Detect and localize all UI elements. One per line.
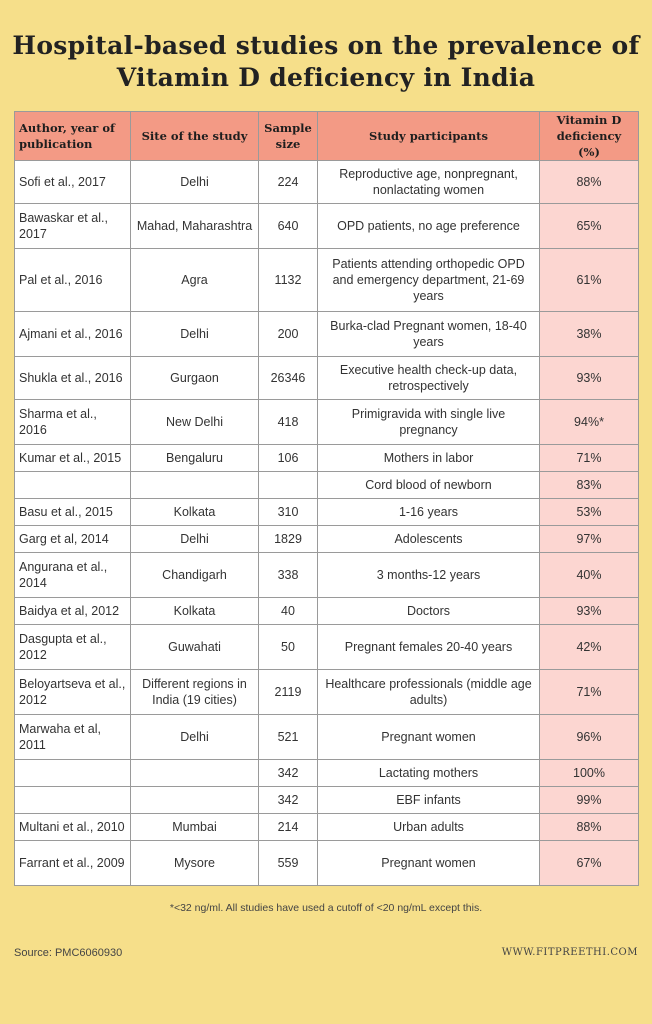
- table-row: [15, 472, 639, 499]
- cell-site: Chandigarh: [131, 553, 259, 598]
- cell-deficiency: 83%: [540, 472, 639, 499]
- cell-site: Guwahati: [131, 625, 259, 670]
- cell-author: Basu et al., 2015: [15, 499, 131, 526]
- table-row: [15, 715, 639, 760]
- table-row: [15, 526, 639, 553]
- cell-sample: 50: [259, 625, 318, 670]
- cell-author: Ajmani et al., 2016: [15, 312, 131, 357]
- cell-sample: 521: [259, 715, 318, 760]
- table-row: [15, 841, 639, 886]
- cell-site: Agra: [131, 249, 259, 312]
- cell-participants: Pregnant women: [318, 841, 540, 886]
- cell-author: Garg et al, 2014: [15, 526, 131, 553]
- cell-site: Mahad, Maharashtra: [131, 204, 259, 249]
- cell-site: New Delhi: [131, 400, 259, 445]
- page-title: [0, 30, 652, 94]
- cell-participants: Reproductive age, nonpregnant, nonlactating women: [318, 161, 540, 204]
- cell-participants: Doctors: [318, 598, 540, 625]
- cell-participants: Healthcare professionals (middle age adults): [318, 670, 540, 715]
- cell-site: [131, 760, 259, 787]
- table-row: [15, 400, 639, 445]
- cell-participants: Pregnant females 20-40 years: [318, 625, 540, 670]
- table-row: [15, 787, 639, 814]
- cell-sample: 1132: [259, 249, 318, 312]
- cell-author: Bawaskar et al., 2017: [15, 204, 131, 249]
- cell-participants: Pregnant women: [318, 715, 540, 760]
- cell-deficiency: 40%: [540, 553, 639, 598]
- header-sample: Sample size: [259, 112, 318, 161]
- cell-deficiency: 67%: [540, 841, 639, 886]
- cell-site: Delhi: [131, 715, 259, 760]
- cell-author: Multani et al., 2010: [15, 814, 131, 841]
- table-row: [15, 814, 639, 841]
- title-line-2: Vitamin D deficiency in India: [116, 63, 536, 92]
- cell-site: [131, 787, 259, 814]
- cell-deficiency: 94%*: [540, 400, 639, 445]
- table-row: [15, 670, 639, 715]
- table-row: [15, 553, 639, 598]
- cell-deficiency: 93%: [540, 598, 639, 625]
- header-site: Site of the study: [131, 112, 259, 161]
- cell-deficiency: 88%: [540, 161, 639, 204]
- cell-participants: 3 months-12 years: [318, 553, 540, 598]
- cell-deficiency: 100%: [540, 760, 639, 787]
- cell-site: Gurgaon: [131, 357, 259, 400]
- cell-site: Kolkata: [131, 499, 259, 526]
- cell-deficiency: 61%: [540, 249, 639, 312]
- cell-author: Farrant et al., 2009: [15, 841, 131, 886]
- cell-deficiency: 99%: [540, 787, 639, 814]
- header-deficiency: Vitamin D deficiency (%): [540, 112, 639, 161]
- cell-site: Kolkata: [131, 598, 259, 625]
- cell-sample: 26346: [259, 357, 318, 400]
- cell-author: Pal et al., 2016: [15, 249, 131, 312]
- cell-site: Mysore: [131, 841, 259, 886]
- cell-deficiency: 88%: [540, 814, 639, 841]
- cell-sample: [259, 472, 318, 499]
- cell-participants: Patients attending orthopedic OPD and emergency department, 21-69 years: [318, 249, 540, 312]
- cell-author: Dasgupta et al., 2012: [15, 625, 131, 670]
- cell-sample: 640: [259, 204, 318, 249]
- cell-author: Sharma et al., 2016: [15, 400, 131, 445]
- cell-author: Angurana et al., 2014: [15, 553, 131, 598]
- cell-sample: 338: [259, 553, 318, 598]
- cell-participants: Lactating mothers: [318, 760, 540, 787]
- cell-deficiency: 96%: [540, 715, 639, 760]
- cell-deficiency: 97%: [540, 526, 639, 553]
- cell-deficiency: 71%: [540, 670, 639, 715]
- table-row: [15, 625, 639, 670]
- table-body: [15, 161, 639, 886]
- table-header-row: [15, 112, 639, 161]
- header-participants: Study participants: [318, 112, 540, 161]
- table-row: [15, 499, 639, 526]
- cell-participants: Burka-clad Pregnant women, 18-40 years: [318, 312, 540, 357]
- source-citation: Source: PMC6060930: [14, 947, 123, 959]
- cell-author: Beloyartseva et al., 2012: [15, 670, 131, 715]
- cell-deficiency: 93%: [540, 357, 639, 400]
- cell-author: Marwaha et al, 2011: [15, 715, 131, 760]
- table-row: [15, 445, 639, 472]
- footnote: *<32 ng/ml. All studies have used a cutoff of <20 ng/mL except this.: [169, 902, 483, 914]
- cell-author: [15, 472, 131, 499]
- cell-author: Shukla et al., 2016: [15, 357, 131, 400]
- table-row: [15, 249, 639, 312]
- cell-participants: 1-16 years: [318, 499, 540, 526]
- cell-site: Delhi: [131, 161, 259, 204]
- table-row: [15, 357, 639, 400]
- table-row: [15, 312, 639, 357]
- cell-author: [15, 760, 131, 787]
- table-row: [15, 161, 639, 204]
- cell-author: [15, 787, 131, 814]
- cell-participants: Mothers in labor: [318, 445, 540, 472]
- table-row: [15, 760, 639, 787]
- cell-participants: Executive health check-up data, retrospectively: [318, 357, 540, 400]
- studies-table: [14, 111, 639, 886]
- cell-participants: Urban adults: [318, 814, 540, 841]
- cell-deficiency: 38%: [540, 312, 639, 357]
- cell-sample: 310: [259, 499, 318, 526]
- cell-participants: EBF infants: [318, 787, 540, 814]
- cell-deficiency: 65%: [540, 204, 639, 249]
- cell-sample: 418: [259, 400, 318, 445]
- cell-deficiency: 42%: [540, 625, 639, 670]
- cell-deficiency: 71%: [540, 445, 639, 472]
- cell-site: Bengaluru: [131, 445, 259, 472]
- cell-participants: Adolescents: [318, 526, 540, 553]
- title-line-1: Hospital-based studies on the prevalence of: [12, 31, 640, 60]
- cell-participants: Cord blood of newborn: [318, 472, 540, 499]
- cell-sample: 559: [259, 841, 318, 886]
- cell-deficiency: 53%: [540, 499, 639, 526]
- cell-author: Baidya et al, 2012: [15, 598, 131, 625]
- cell-sample: 224: [259, 161, 318, 204]
- cell-site: Mumbai: [131, 814, 259, 841]
- header-author: Author, year of publication: [15, 112, 131, 161]
- cell-site: [131, 472, 259, 499]
- cell-participants: OPD patients, no age preference: [318, 204, 540, 249]
- cell-participants: Primigravida with single live pregnancy: [318, 400, 540, 445]
- cell-author: Kumar et al., 2015: [15, 445, 131, 472]
- cell-sample: 342: [259, 787, 318, 814]
- cell-sample: 40: [259, 598, 318, 625]
- cell-sample: 2119: [259, 670, 318, 715]
- table-row: [15, 598, 639, 625]
- cell-author: Sofi et al., 2017: [15, 161, 131, 204]
- cell-sample: 214: [259, 814, 318, 841]
- cell-sample: 106: [259, 445, 318, 472]
- cell-sample: 200: [259, 312, 318, 357]
- cell-site: Delhi: [131, 312, 259, 357]
- cell-site: Delhi: [131, 526, 259, 553]
- cell-site: Different regions in India (19 cities): [131, 670, 259, 715]
- cell-sample: 1829: [259, 526, 318, 553]
- website-link[interactable]: WWW.FITPREETHI.COM: [501, 947, 638, 958]
- cell-sample: 342: [259, 760, 318, 787]
- table-row: [15, 204, 639, 249]
